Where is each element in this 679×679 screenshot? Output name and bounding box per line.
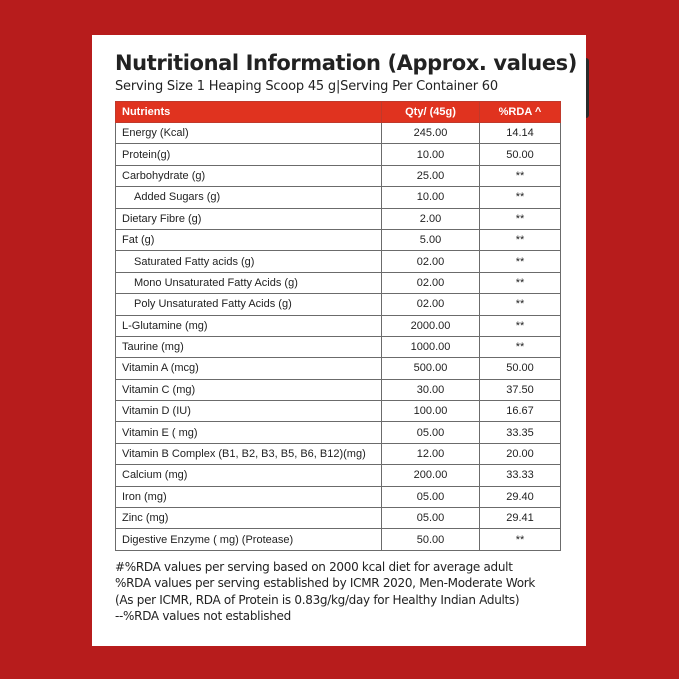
nutrient-qty: 1000.00 (382, 336, 480, 357)
nutrient-qty: 2.00 (382, 208, 480, 229)
nutrient-name: Added Sugars (g) (116, 187, 382, 208)
table-row (116, 379, 561, 400)
nutrition-table (115, 101, 561, 551)
table-row (116, 508, 561, 529)
nutrient-name: Saturated Fatty acids (g) (116, 251, 382, 272)
serving-info: Serving Size 1 Heaping Scoop 45 g|Serving Per Container 60 (115, 79, 498, 94)
table-row (116, 272, 561, 293)
nutrient-rda: ** (480, 251, 561, 272)
table-row (116, 251, 561, 272)
nutrient-qty: 10.00 (382, 144, 480, 165)
nutrient-qty: 05.00 (382, 422, 480, 443)
table-row (116, 294, 561, 315)
nutrient-qty: 100.00 (382, 401, 480, 422)
table-row (116, 529, 561, 550)
table-header-row (116, 102, 561, 123)
nutrient-name: Fat (g) (116, 229, 382, 250)
table-row (116, 208, 561, 229)
nutrient-rda: 50.00 (480, 144, 561, 165)
table-row (116, 443, 561, 464)
nutrient-rda: 37.50 (480, 379, 561, 400)
nutrient-qty: 50.00 (382, 529, 480, 550)
nutrient-rda: ** (480, 165, 561, 186)
nutrient-rda: ** (480, 187, 561, 208)
nutrient-name: Vitamin A (mcg) (116, 358, 382, 379)
nutrient-qty: 05.00 (382, 508, 480, 529)
nutrition-label (92, 35, 586, 646)
table-row (116, 144, 561, 165)
nutrient-qty: 12.00 (382, 443, 480, 464)
table-row (116, 123, 561, 144)
nutrient-rda: 16.67 (480, 401, 561, 422)
nutrient-name: Vitamin D (IU) (116, 401, 382, 422)
nutrient-qty: 10.00 (382, 187, 480, 208)
table-row (116, 315, 561, 336)
nutrient-qty: 02.00 (382, 251, 480, 272)
nutrient-rda: 50.00 (480, 358, 561, 379)
nutrient-rda: ** (480, 208, 561, 229)
table-row (116, 486, 561, 507)
nutrient-name: Protein(g) (116, 144, 382, 165)
nutrient-qty: 02.00 (382, 272, 480, 293)
nutrient-qty: 05.00 (382, 486, 480, 507)
nutrient-rda: ** (480, 272, 561, 293)
nutrient-name: Poly Unsaturated Fatty Acids (g) (116, 294, 382, 315)
table-row (116, 229, 561, 250)
header-rda: %RDA ^ (480, 102, 561, 123)
nutrient-qty: 5.00 (382, 229, 480, 250)
footnote: #%RDA values per serving based on 2000 kcal diet for average adult (115, 559, 513, 574)
nutrient-name: Vitamin C (mg) (116, 379, 382, 400)
footnote: --%RDA values not established (115, 609, 291, 624)
nutrient-name: Zinc (mg) (116, 508, 382, 529)
nutrient-name: Digestive Enzyme ( mg) (Protease) (116, 529, 382, 550)
nutrient-name: L-Glutamine (mg) (116, 315, 382, 336)
nutrient-rda: ** (480, 229, 561, 250)
nutrient-rda: 33.33 (480, 465, 561, 486)
table-row (116, 422, 561, 443)
nutrient-qty: 2000.00 (382, 315, 480, 336)
nutrient-name: Mono Unsaturated Fatty Acids (g) (116, 272, 382, 293)
nutrient-rda: ** (480, 294, 561, 315)
nutrient-name: Dietary Fibre (g) (116, 208, 382, 229)
nutrient-qty: 02.00 (382, 294, 480, 315)
nutrient-qty: 25.00 (382, 165, 480, 186)
nutrient-qty: 245.00 (382, 123, 480, 144)
nutrient-qty: 500.00 (382, 358, 480, 379)
table-row (116, 401, 561, 422)
nutrient-rda: 29.40 (480, 486, 561, 507)
nutrient-qty: 30.00 (382, 379, 480, 400)
nutrient-rda: ** (480, 315, 561, 336)
table-row (116, 165, 561, 186)
nutrient-name: Calcium (mg) (116, 465, 382, 486)
nutrient-rda: 33.35 (480, 422, 561, 443)
footnote: (As per ICMR, RDA of Protein is 0.83g/kg/day for Healthy Indian Adults) (115, 592, 520, 607)
nutrient-name: Taurine (mg) (116, 336, 382, 357)
nutrient-name: Vitamin B Complex (B1, B2, B3, B5, B6, B12)(mg) (116, 443, 382, 464)
table-row (116, 336, 561, 357)
footnote: %RDA values per serving established by ICMR 2020, Men-Moderate Work (115, 576, 536, 591)
nutrient-name: Carbohydrate (g) (116, 165, 382, 186)
nutrient-name: Energy (Kcal) (116, 123, 382, 144)
header-qty: Qty/ (45g) (382, 102, 480, 123)
nutrient-rda: 29.41 (480, 508, 561, 529)
table-row (116, 187, 561, 208)
table-row (116, 358, 561, 379)
nutrient-rda: ** (480, 529, 561, 550)
header-nutrients: Nutrients (116, 102, 382, 123)
nutrient-rda: ** (480, 336, 561, 357)
nutrient-qty: 200.00 (382, 465, 480, 486)
nutrient-name: Iron (mg) (116, 486, 382, 507)
nutrient-name: Vitamin E ( mg) (116, 422, 382, 443)
nutrient-rda: 14.14 (480, 123, 561, 144)
nutrient-rda: 20.00 (480, 443, 561, 464)
label-title: Nutritional Information (Approx. values) (115, 51, 577, 75)
table-row (116, 465, 561, 486)
footnotes (115, 559, 586, 625)
